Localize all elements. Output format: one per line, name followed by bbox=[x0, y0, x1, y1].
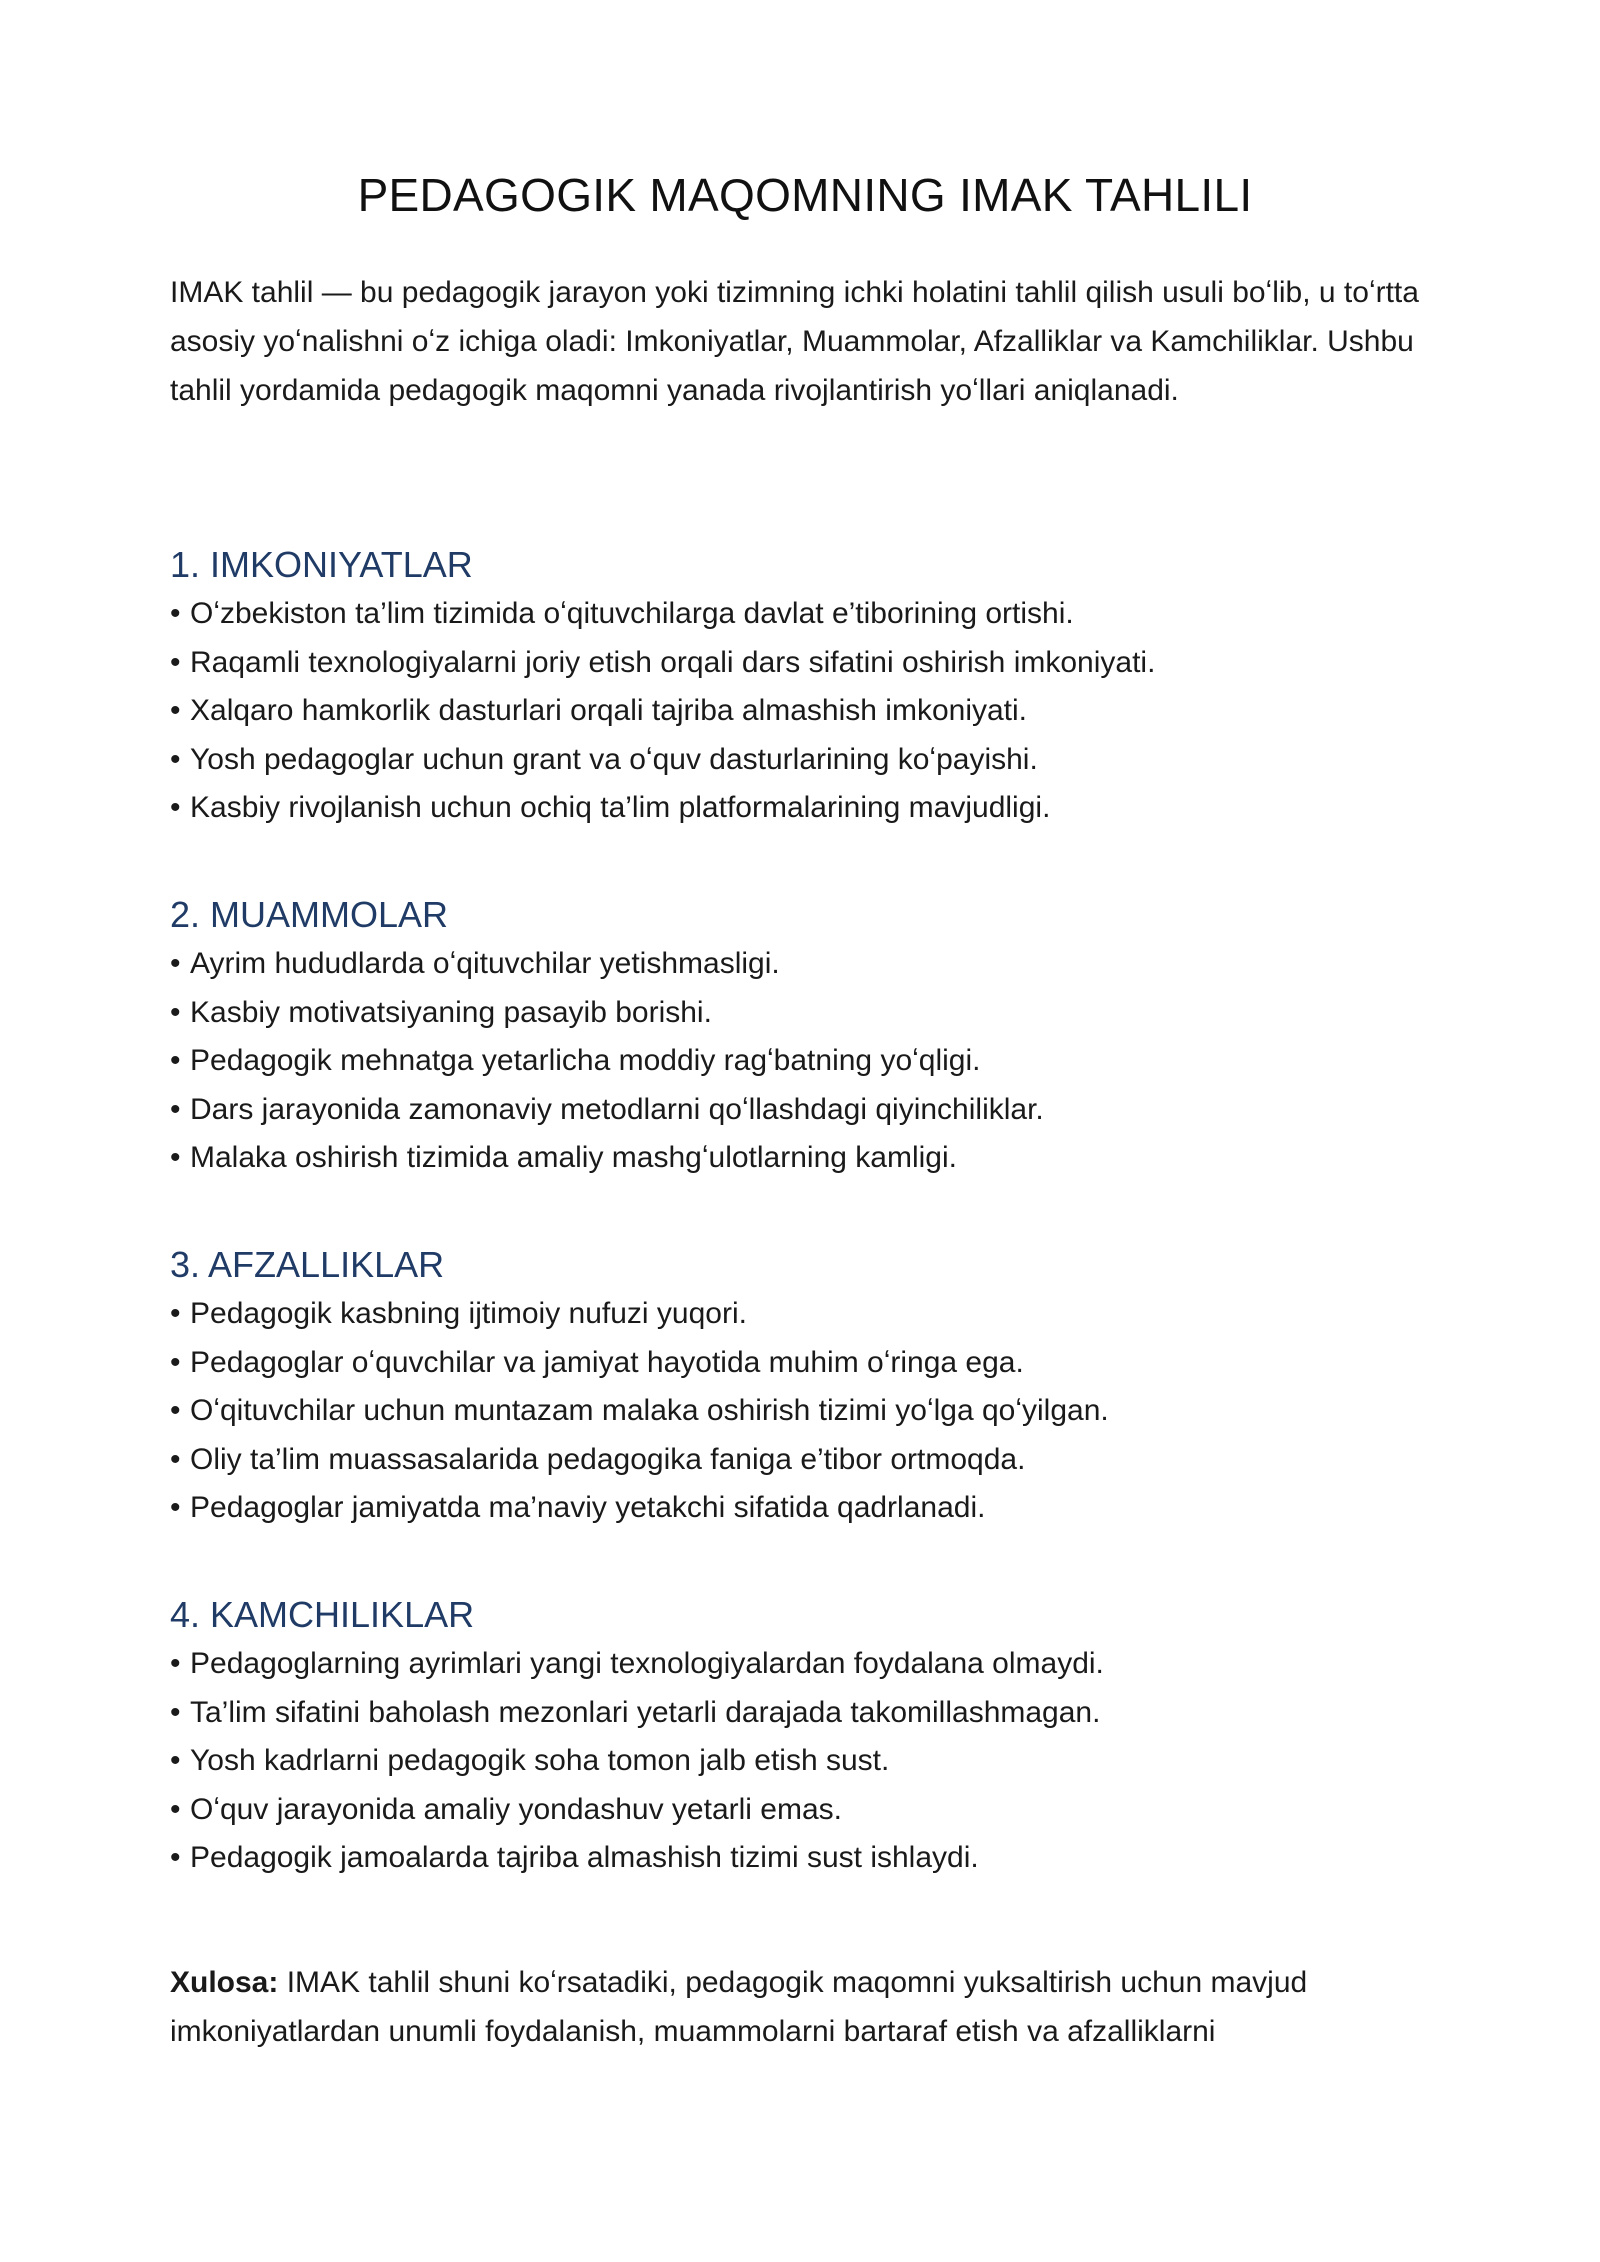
list-item: • Malaka oshirish tizimida amaliy mashgʻulotlarning kamligi. bbox=[170, 1134, 1440, 1183]
section-imkoniyatlar bbox=[170, 540, 1440, 833]
section-heading: 2. MUAMMOLAR bbox=[170, 894, 449, 935]
bullet-icon: • bbox=[170, 1647, 181, 1680]
list-item: • Oʻquv jarayonida amaliy yondashuv yetarli emas. bbox=[170, 1786, 1440, 1835]
bullet-icon: • bbox=[170, 1345, 181, 1379]
bullet-icon: • bbox=[170, 1297, 181, 1330]
bullet-list bbox=[170, 940, 1440, 1183]
conclusion-paragraph bbox=[170, 1958, 1440, 2056]
bullet-icon: • bbox=[170, 597, 181, 630]
list-item: • Oʻzbekiston ta’lim tizimida oʻqituvchilarga davlat e’tiborining ortishi. bbox=[170, 590, 1440, 639]
bullet-icon: • bbox=[170, 742, 181, 776]
list-item: • Yosh kadrlarni pedagogik soha tomon jalb etish sust. bbox=[170, 1737, 1440, 1786]
bullet-list bbox=[170, 1640, 1440, 1883]
conclusion-label: Xulosa: bbox=[170, 1966, 279, 1999]
section-afzalliklar bbox=[170, 1240, 1440, 1533]
list-item: • Raqamli texnologiyalarni joriy etish orqali dars sifatini oshirish imkoniyati. bbox=[170, 639, 1440, 688]
list-item: • Dars jarayonida zamonaviy metodlarni qoʻllashdagi qiyinchiliklar. bbox=[170, 1086, 1440, 1135]
section-heading: 3. AFZALLIKLAR bbox=[170, 1244, 445, 1285]
bullet-icon: • bbox=[170, 791, 181, 824]
list-item: • Kasbiy rivojlanish uchun ochiq ta’lim platformalarining mavjudligi. bbox=[170, 784, 1440, 833]
section-kamchiliklar bbox=[170, 1590, 1440, 1883]
page-title: PEDAGOGIK MAQOMNING IMAK TAHLILI bbox=[357, 169, 1253, 221]
list-item: • Ta’lim sifatini baholash mezonlari yetarli darajada takomillashmagan. bbox=[170, 1689, 1440, 1738]
bullet-icon: • bbox=[170, 1491, 181, 1524]
bullet-icon: • bbox=[170, 645, 181, 679]
bullet-icon: • bbox=[170, 1394, 181, 1427]
list-item: • Yosh pedagoglar uchun grant va oʻquv dasturlarining koʻpayishi. bbox=[170, 736, 1440, 785]
list-item: • Oʻqituvchilar uchun muntazam malaka oshirish tizimi yoʻlga qoʻyilgan. bbox=[170, 1387, 1440, 1436]
list-item: • Oliy ta’lim muassasalarida pedagogika faniga e’tibor ortmoqda. bbox=[170, 1436, 1440, 1485]
bullet-icon: • bbox=[170, 995, 181, 1029]
list-item: • Xalqaro hamkorlik dasturlari orqali tajriba almashish imkoniyati. bbox=[170, 687, 1440, 736]
bullet-icon: • bbox=[170, 1044, 181, 1077]
list-item: • Ayrim hududlarda oʻqituvchilar yetishmasligi. bbox=[170, 940, 1440, 989]
bullet-icon: • bbox=[170, 694, 181, 727]
bullet-list bbox=[170, 590, 1440, 833]
list-item: • Pedagogik mehnatga yetarlicha moddiy ragʻbatning yoʻqligi. bbox=[170, 1037, 1440, 1086]
bullet-icon: • bbox=[170, 1792, 181, 1826]
bullet-list bbox=[170, 1290, 1440, 1533]
list-item: • Pedagoglarning ayrimlari yangi texnologiyalardan foydalana olmaydi. bbox=[170, 1640, 1440, 1689]
list-item: • Pedagoglar jamiyatda ma’naviy yetakchi sifatida qadrlanadi. bbox=[170, 1484, 1440, 1533]
list-item: • Pedagogik jamoalarda tajriba almashish tizimi sust ishlaydi. bbox=[170, 1834, 1440, 1883]
bullet-icon: • bbox=[170, 1695, 181, 1729]
intro-paragraph: IMAK tahlil — bu pedagogik jarayon yoki tizimning ichki holatini tahlil qilish usuli boʻlib, u toʻrtta asosiy yoʻnalishni oʻz ichiga oladi: Imkoniyatlar, Muammolar, Afzalliklar va Kamchiliklar. Ushbu tahlil yordamida pedagogik maqomni yanada rivojlantirish yoʻllari aniqlanadi. bbox=[170, 276, 1419, 407]
list-item: • Pedagogik kasbning ijtimoiy nufuzi yuqori. bbox=[170, 1290, 1440, 1339]
bullet-icon: • bbox=[170, 1841, 181, 1874]
bullet-icon: • bbox=[170, 1744, 181, 1777]
list-item: • Pedagoglar oʻquvchilar va jamiyat hayotida muhim oʻringa ega. bbox=[170, 1339, 1440, 1388]
list-item: • Kasbiy motivatsiyaning pasayib borishi. bbox=[170, 989, 1440, 1038]
section-heading: 4. KAMCHILIKLAR bbox=[170, 1594, 475, 1635]
bullet-icon: • bbox=[170, 1141, 181, 1174]
conclusion-text: IMAK tahlil shuni koʻrsatadiki, pedagogik maqomni yuksaltirish uchun mavjud imkoniyatlardan unumli foydalanish, muammolarni bartaraf etish va afzalliklarni bbox=[170, 1966, 1308, 2048]
section-heading: 1. IMKONIYATLAR bbox=[170, 544, 473, 585]
bullet-icon: • bbox=[170, 1442, 181, 1476]
section-muammolar bbox=[170, 890, 1440, 1183]
bullet-icon: • bbox=[170, 947, 181, 980]
bullet-icon: • bbox=[170, 1092, 181, 1126]
